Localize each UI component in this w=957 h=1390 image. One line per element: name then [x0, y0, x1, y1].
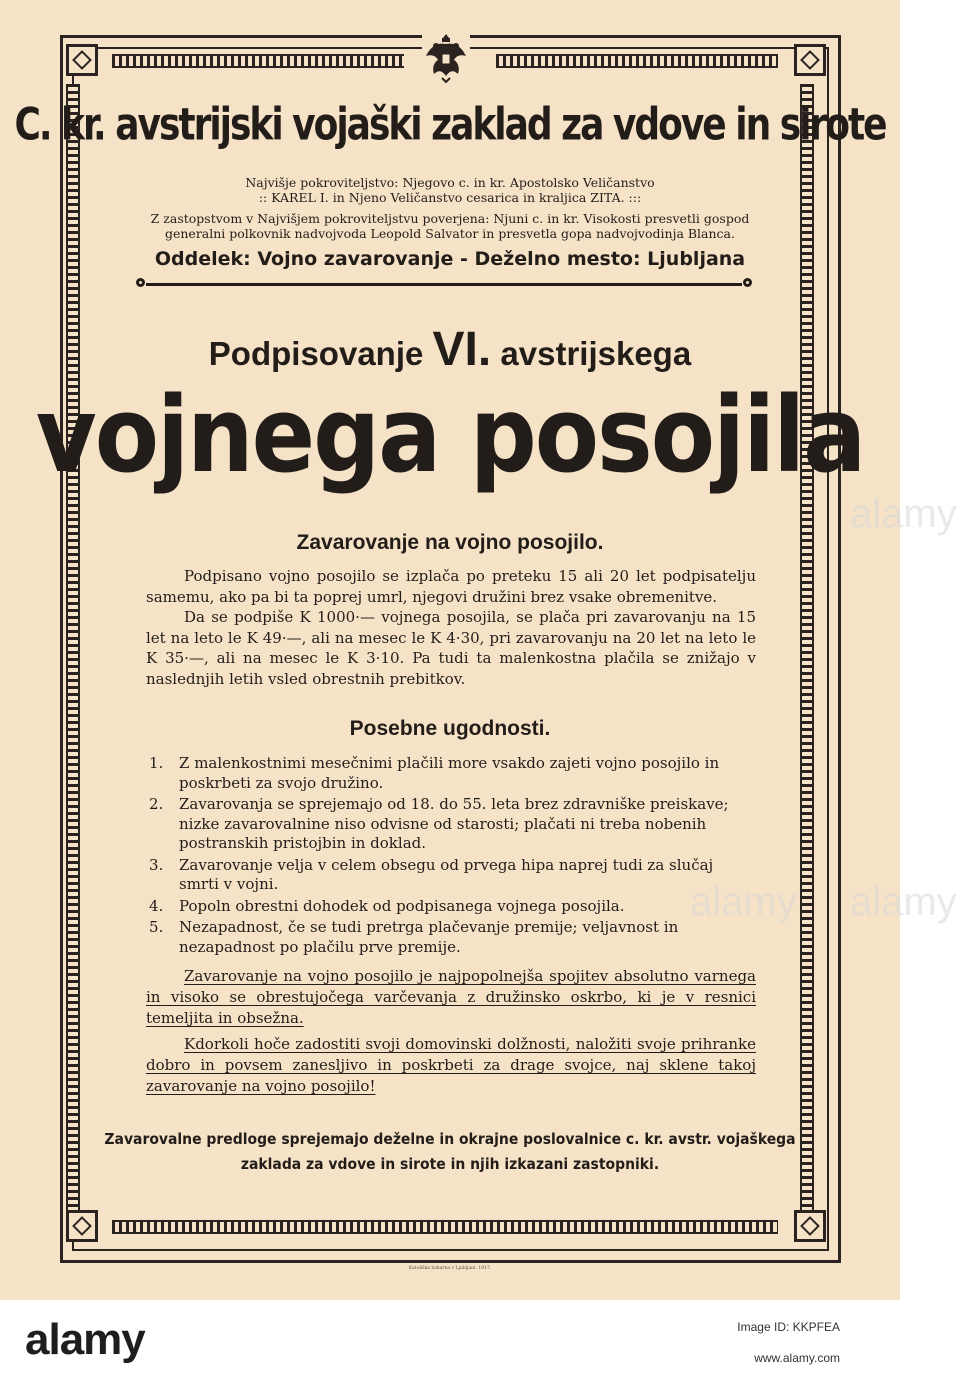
appeal-paragraph-1: Zavarovanje na vojno posojilo je najpopolnejša spojitev absolutno varnega in visoko se obrestujočega varčevanja z družinsko oskrbo, ki je v resnici temeljita in obsežna.: [146, 967, 756, 1027]
watermark-overlay: alamy: [850, 880, 957, 924]
list-item-number: 1.: [149, 754, 164, 772]
list-item-text: Z malenkostnimi mesečnimi plačili more vsakdo zajeti vojno posojilo in poskrbeti za svojo družino.: [179, 754, 720, 792]
patron-line-1: Najvišje pokroviteljstvo: Njegovo c. in kr. Apostolsko Veličanstvo: [245, 175, 655, 190]
insurance-heading: Zavarovanje na vojno posojilo.: [296, 531, 604, 554]
list-item-number: 2.: [149, 795, 164, 813]
headline-text-b: avstrijskega: [500, 335, 692, 372]
image-id: Image ID: KKPFEA: [737, 1320, 840, 1334]
list-item: [146, 754, 756, 793]
corner-ornament-icon: [66, 44, 98, 76]
double-headed-eagle-icon: [422, 30, 470, 84]
closing-line-2: zaklada za vdove in sirote in njih izkazani zastopniki.: [240, 1155, 660, 1173]
ornamental-divider: [146, 283, 742, 286]
benefits-heading: Posebne ugodnosti.: [349, 717, 551, 740]
headline-line-1: [0, 322, 900, 377]
list-item-text: Nezapadnost, če se tudi pretrga plačevanje premije; veljavnost in nezapadnost po plačilu prve premije.: [179, 918, 679, 956]
bottom-ornament-band: [112, 1220, 778, 1234]
appeal-text: [146, 966, 756, 1097]
representation-line-1: Z zastopstvom v Najvišjem pokroviteljstvu poverjena: Njuni c. in kr. Visokosti presvetli gospod: [150, 211, 750, 226]
representation-line-2: generalni polkovnik nadvojvoda Leopold Salvator in presvetla gopa nadvojvodinja Blanca.: [164, 226, 735, 241]
insurance-paragraph-2: Da se podpiše K 1000·— vojnega posojila, se plača pri zavarovanju na 15 let na leto le K 49·—, ali na mesec le K 4·30, pri zavarovanju na 20 let na leto le K 35·—, ali na mesec le K 3·10. Pa tudi ta malenkostna plačila se znižajo v naslednjih letih vsled obrestnih prebitkov.: [146, 608, 756, 688]
insurance-paragraph-1: Podpisano vojno posojilo se izplača po preteku 15 ali 20 let podpisatelju samemu, ako pa bi ta poprej umrl, njegovi družini brez vsake obremenitve.: [146, 567, 756, 606]
stock-url: www.alamy.com: [754, 1351, 840, 1365]
headline-roman-numeral: VI.: [432, 323, 492, 376]
headline-line-2: vojnega posojila: [35, 374, 865, 496]
list-item: [146, 897, 756, 917]
list-item-text: Zavarovanje velja v celem obsegu od prvega hipa naprej tudi za slučaj smrti v vojni.: [179, 855, 714, 893]
list-item-number: 4.: [149, 896, 164, 915]
benefits-list: [146, 754, 756, 959]
list-item: [146, 918, 756, 957]
watermark-overlay: alamy: [690, 880, 797, 924]
list-item-text: Zavarovanja se sprejemajo od 18. do 55. leta brez zdravniške preiskave; nizke zavarovalnine niso odvisne od starosti; plačati ni treba nobenih postranskih pristojbin in doklad.: [179, 795, 729, 852]
institution-title: C. kr. avstrijski vojaški zaklad za vdove in sirote: [14, 99, 886, 151]
corner-ornament-icon: [66, 1210, 98, 1242]
watermark-overlay: alamy: [850, 492, 957, 536]
appeal-paragraph-2: Kdorkoli hoče zadostiti svoji domovinski dolžnosti, naložiti svoje prihranke dobro in povsem zanesljivo in poskrbeti za drage svojce, naj sklene takoj zavarovanje na vojno posojilo!: [146, 1035, 756, 1095]
list-item-text: Popoln obrestni dohodek od podpisanega vojnega posojila.: [179, 896, 625, 915]
closing-line-1: Zavarovalne predloge sprejemajo deželne in okrajne poslovalnice c. kr. avstr. vojaškega: [104, 1130, 796, 1148]
top-left-ornament-band: [112, 54, 404, 68]
alamy-logo: alamy: [25, 1315, 145, 1364]
insurance-text: [146, 566, 756, 689]
department-line: Oddelek: Vojno zavarovanje - Deželno mesto: Ljubljana: [154, 248, 746, 270]
corner-ornament-icon: [794, 1210, 826, 1242]
headline-text-a: Podpisovanje: [208, 335, 424, 372]
corner-ornament-icon: [794, 44, 826, 76]
top-right-ornament-band: [496, 54, 778, 68]
patron-line-2: :: KAREL I. in Njeno Veličanstvo cesarica in kraljica ZITA. :::: [258, 190, 642, 205]
list-item: [146, 856, 756, 895]
closing-note: [0, 1127, 900, 1177]
list-item-number: 5.: [149, 918, 164, 936]
list-item: [146, 795, 756, 854]
printer-imprint: Katoliška tiskarna v Ljubljani. 1917.: [408, 1266, 492, 1271]
list-item-number: 3.: [149, 855, 164, 874]
